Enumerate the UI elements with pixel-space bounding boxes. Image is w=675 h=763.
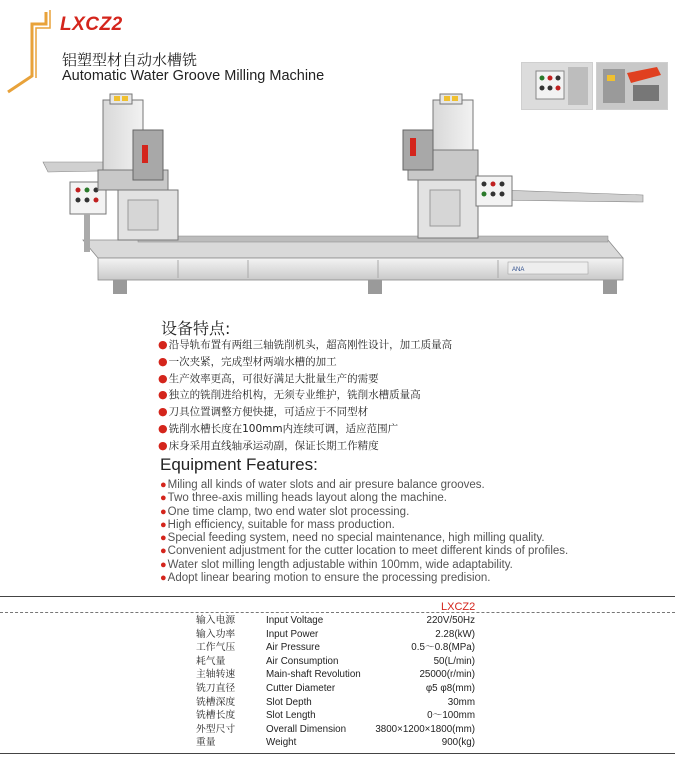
bullet-icon: ● <box>160 492 167 505</box>
bullet-icon: ● <box>158 371 168 385</box>
page-title-en: Automatic Water Groove Milling Machine <box>62 68 325 84</box>
bullet-icon: ● <box>158 354 168 368</box>
table-row: 重量 Weight 900(kg) <box>196 737 475 749</box>
model-title: LXCZ2 <box>60 14 123 35</box>
bullet-icon: ● <box>158 388 168 402</box>
list-item: ●生产效率更高，可很好满足大批量生产的需要 <box>158 371 379 385</box>
bullet-icon: ● <box>160 518 167 531</box>
spec-bottom-rule <box>0 753 675 754</box>
list-item: ●一次夹紧，完成型材两端水槽的加工 <box>158 354 337 368</box>
table-row: 主轴转速 Main-shaft Revolution 25000(r/min) <box>196 669 475 681</box>
list-item: ●刀具位置调整方便快捷，可适应于不同型材 <box>158 405 369 419</box>
list-item: ●Miling all kinds of water slots and air presure balance grooves. <box>160 479 485 491</box>
list-item: ●Convenient adjustment for the cutter location to meet different kinds of profiles. <box>160 545 569 558</box>
logo-mark <box>6 8 52 94</box>
list-item: ●High efficiency, suitable for mass production. <box>160 518 395 531</box>
list-item: ●床身采用直线轴承运动副，保证长期工作精度 <box>158 438 379 452</box>
bullet-icon: ● <box>160 532 167 545</box>
list-item: ●Adopt linear bearing motion to ensure the processing predision. <box>160 572 491 585</box>
spec-table <box>196 614 496 750</box>
table-row: 铣刀直径 Cutter Diameter φ5 φ8(mm) <box>196 682 475 694</box>
list-item: ●One time clamp, two end water slot processing. <box>160 505 410 518</box>
spec-top-rule <box>0 596 675 597</box>
page-title-cn: 铝塑型材自动水槽铣 <box>62 51 198 69</box>
table-row: 工作气压 Air Pressure 0.5～0.8(MPa) <box>196 642 475 654</box>
spec-header-divider <box>0 612 675 613</box>
table-row: 铣槽深度 Slot Depth 30mm <box>196 696 475 708</box>
list-item: ●Special feeding system, need no special maintenance, high milling quality. <box>160 532 545 545</box>
list-item: ●独立的铣削进给机构，无须专业维护，铣削水槽质量高 <box>158 388 421 402</box>
table-row: 输入功率 Input Power 2.28(kW) <box>196 628 475 640</box>
bullet-icon: ● <box>160 572 167 585</box>
svg-text:ANA: ANA <box>512 267 525 273</box>
bullet-icon: ● <box>158 405 168 419</box>
list-item: ●Two three-axis milling heads layout along the machine. <box>160 492 448 505</box>
table-row: 耗气量 Air Consumption 50(L/min) <box>196 655 475 667</box>
bullet-icon: ● <box>158 438 168 452</box>
machine-illustration <box>38 90 648 300</box>
bullet-icon: ● <box>158 421 168 435</box>
spec-model-header: LXCZ2 <box>441 601 476 613</box>
list-item: ●沿导轨布置有两组三轴铣削机头，超高刚性设计，加工质量高 <box>158 338 453 351</box>
bullet-icon: ● <box>158 338 168 351</box>
features-en-title: Equipment Features: <box>160 455 318 474</box>
table-row: 输入电源 Input Voltage 220V/50Hz <box>196 615 475 626</box>
bullet-icon: ● <box>160 545 167 558</box>
table-row: 外型尺寸 Overall Dimension 3800×1200×1800(mm) <box>196 723 475 735</box>
features-en-list <box>160 479 568 585</box>
table-row: 铣槽长度 Slot Length 0～100mm <box>196 710 475 722</box>
bullet-icon: ● <box>160 479 167 491</box>
list-item: ●铣削水槽长度在100mm内连续可调，适应范围广 <box>158 421 399 435</box>
bullet-icon: ● <box>160 505 167 518</box>
features-cn-title: 设备特点: <box>161 319 231 338</box>
list-item: ●Water slot milling length adjustable within 100mm, wide adaptability. <box>160 558 513 571</box>
features-cn-list <box>158 337 452 455</box>
bullet-icon: ● <box>160 558 167 571</box>
